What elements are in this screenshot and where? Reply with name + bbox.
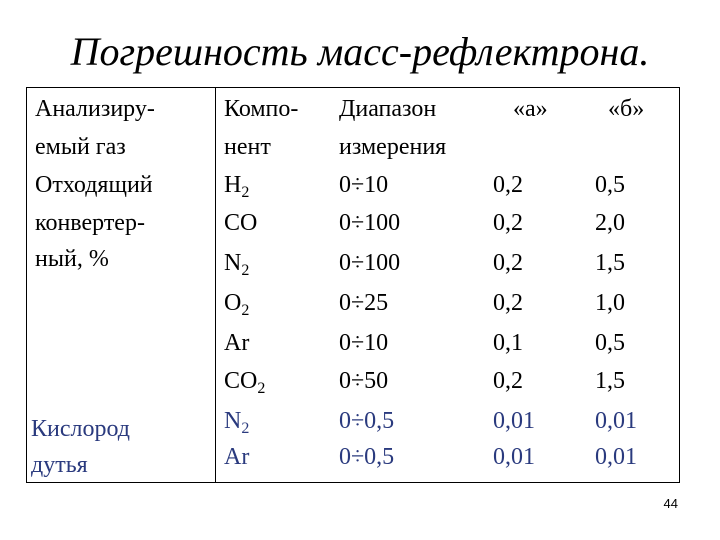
value-b-cell: 0,5	[595, 330, 625, 356]
header-range-line1: Диапазон	[339, 96, 437, 122]
component-cell: $N_2$	[224, 408, 250, 437]
header-gas-line1: Анализиру-	[35, 96, 155, 122]
slide-title: Погрешность масс-рефлектрона.	[70, 29, 650, 74]
header-range-line2: измерения	[339, 134, 447, 160]
value-a-cell: 0,2	[493, 368, 523, 394]
header-component-line2: нент	[224, 134, 271, 160]
range-cell: 0÷25	[339, 290, 389, 316]
component-cell: $CO_2$	[224, 368, 266, 397]
range-cell: 0÷10	[339, 330, 389, 356]
value-a-cell: 0,2	[493, 210, 523, 236]
value-b-cell: 2,0	[595, 210, 625, 236]
component-cell: $N_2$	[224, 250, 250, 279]
page-number: 44	[663, 496, 678, 511]
value-b-cell: 1,5	[595, 368, 625, 394]
error-table	[26, 87, 680, 483]
component-cell: Ar	[224, 330, 250, 356]
gas-label-line: дутья	[31, 452, 88, 478]
value-a-cell: 0,01	[493, 408, 535, 434]
value-a-cell: 0,01	[493, 444, 535, 470]
header-component-line1: Компо-	[224, 96, 299, 122]
gas-label-line: Кислород	[31, 416, 130, 442]
column-divider	[215, 88, 216, 482]
value-a-cell: 0,2	[493, 250, 523, 276]
component-cell: $H_2$	[224, 172, 250, 201]
range-cell: 0÷10	[339, 172, 389, 198]
value-b-cell: 1,0	[595, 290, 625, 316]
value-a-cell: 0,2	[493, 290, 523, 316]
gas-label-line: Отходящий	[35, 172, 153, 198]
value-b-cell: 0,01	[595, 408, 637, 434]
value-b-cell: 0,5	[595, 172, 625, 198]
value-a-cell: 0,1	[493, 330, 523, 356]
header-gas-line2: емый газ	[35, 134, 126, 160]
value-b-cell: 1,5	[595, 250, 625, 276]
range-cell: 0÷0,5	[339, 444, 395, 470]
header-col-b: «б»	[608, 96, 645, 122]
gas-label-line: конвертер-	[35, 210, 145, 236]
gas-label-line: ный, %	[35, 246, 109, 272]
range-cell: 0÷0,5	[339, 408, 395, 434]
value-b-cell: 0,01	[595, 444, 637, 470]
component-cell: CO	[224, 210, 258, 236]
component-cell: $O_2$	[224, 290, 250, 319]
range-cell: 0÷100	[339, 250, 401, 276]
range-cell: 0÷100	[339, 210, 401, 236]
value-a-cell: 0,2	[493, 172, 523, 198]
header-col-a: «а»	[513, 96, 548, 122]
range-cell: 0÷50	[339, 368, 389, 394]
component-cell: Ar	[224, 444, 250, 470]
